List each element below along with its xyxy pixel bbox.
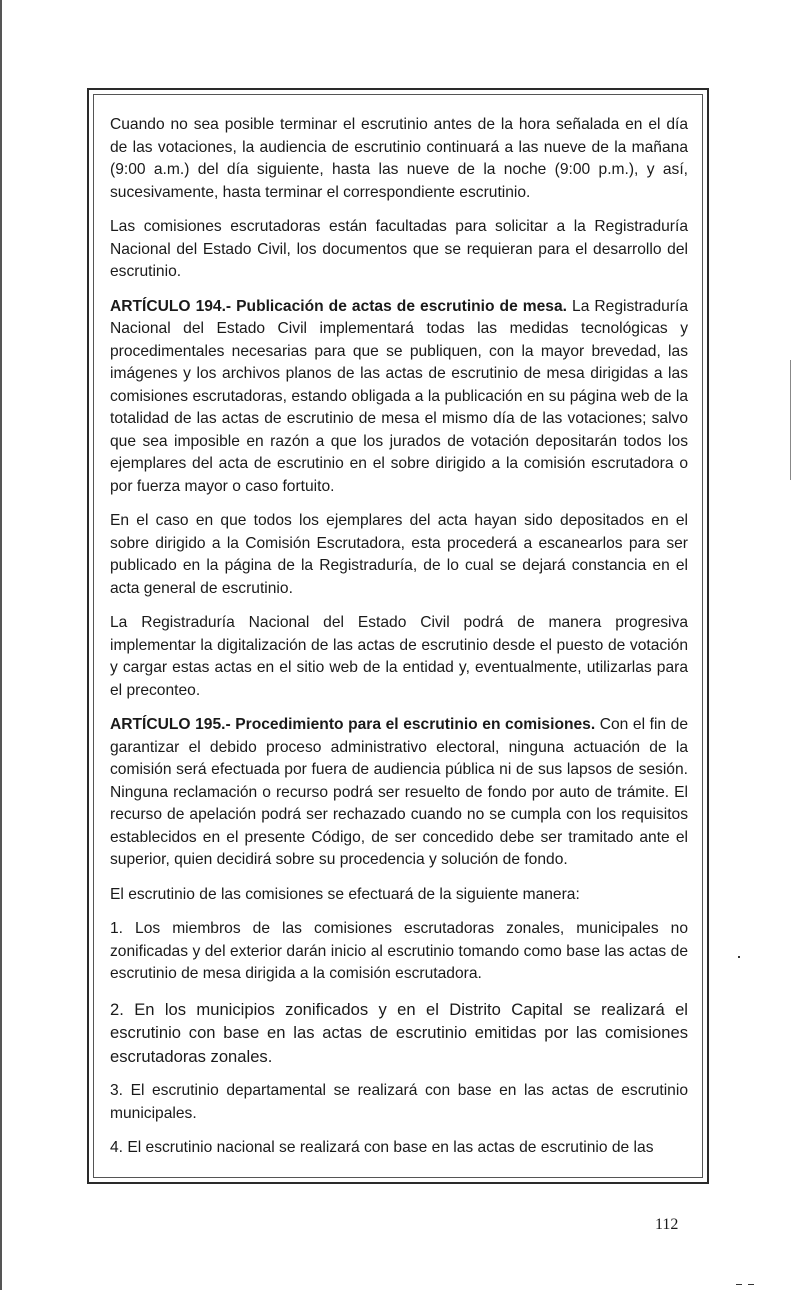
page-number: 112 [655, 1216, 679, 1233]
paragraph-manera-escrutinio: El escrutinio de las comisiones se efectuará de la siguiente manera: [110, 885, 580, 903]
list-item-2: 2. En los municipios zonificados y en el Distrito Capital se realizará el escrutinio con base en las actas de escrutinio emitidas por las comisiones escrutadoras zonales. [110, 999, 688, 1066]
article-195 [110, 714, 688, 872]
article-194-heading: ARTÍCULO 194.- Publicación de actas de escrutinio de mesa. [110, 297, 567, 315]
scan-speck [738, 956, 740, 958]
scan-edge-right [790, 360, 791, 480]
article-194-text: La Registraduría Nacional del Estado Civil implementará todas las medidas tecnológicas y procedimentales necesarias para que se publiquen, con la mayor brevedad, las imágenes y los archivos planos de las actas de escrutinio de mesa dirigidas a las comisiones escrutadoras, estando obligada a la publicación en su página web de la totalidad de las actas de escrutinio de mesa el mismo día de las votaciones; salvo que sea imposible en razón a que los jurados de votación depositarán todos los ejemplares del acta de escrutinio en el sobre dirigido a la comisión escrutadora o por fuerza mayor o caso fortuito. [110, 297, 688, 495]
scan-speck [736, 1284, 742, 1285]
paragraph-digitalizacion: La Registraduría Nacional del Estado Civil podrá de manera progresiva implementar la digitalización de las actas de escrutinio desde el puesto de votación y cargar estas actas en el sitio web de la entidad y, eventualmente, utilizarlas para el preconteo. [110, 614, 688, 699]
document-body [110, 114, 688, 1172]
article-194 [110, 296, 688, 499]
scan-speck [748, 1284, 754, 1285]
paragraph-escrutinio-continuation: Cuando no sea posible terminar el escrutinio antes de la hora señalada en el día de las votaciones, la audiencia de escrutinio continuará a las nueve de la mañana (9:00 a.m.) del día siguiente, hasta las nueve de la noche (9:00 p.m.), y así, sucesivamente, hasta terminar el correspondiente escrutinio. [110, 116, 688, 201]
list-item-4: 4. El escrutinio nacional se realizará con base en las actas de escrutinio de las [110, 1139, 654, 1156]
list-item-3: 3. El escrutinio departamental se realizará con base en las actas de escrutinio municipales. [110, 1082, 688, 1122]
list-item-1: 1. Los miembros de las comisiones escrutadoras zonales, municipales no zonificadas y del exterior darán inicio al escrutinio tomando como base las actas de escrutinio de mesa dirigida a la comisión escrutadora. [110, 920, 688, 982]
scan-edge-left [0, 0, 2, 1290]
article-195-text: Con el fin de garantizar el debido proceso administrativo electoral, ninguna actuación de la comisión será efectuada por fuera de audiencia pública ni de sus lapsos de sesión. Ninguna reclamación o recurso podrá ser resuelto de fondo por auto de trámite. El recurso de apelación podrá ser rechazado cuando no se cumpla con los requisitos establecidos en el presente Código, de ser concedido debe ser tramitado ante el superior, quien decidirá sobre su procedencia y solución de fondo. [110, 716, 688, 868]
paragraph-comisiones-facultadas: Las comisiones escrutadoras están facultadas para solicitar a la Registraduría Nacional del Estado Civil, los documentos que se requieran para el desarrollo del escrutinio. [110, 218, 688, 280]
paragraph-sobre-comision: En el caso en que todos los ejemplares del acta hayan sido depositados en el sobre dirigido a la Comisión Escrutadora, esta procederá a escanearlos para ser publicado en la página de la Registraduría, de lo cual se dejará constancia en el acta general de escrutinio. [110, 512, 688, 597]
article-195-heading: ARTÍCULO 195.- Procedimiento para el escrutinio en comisiones. [110, 716, 596, 733]
